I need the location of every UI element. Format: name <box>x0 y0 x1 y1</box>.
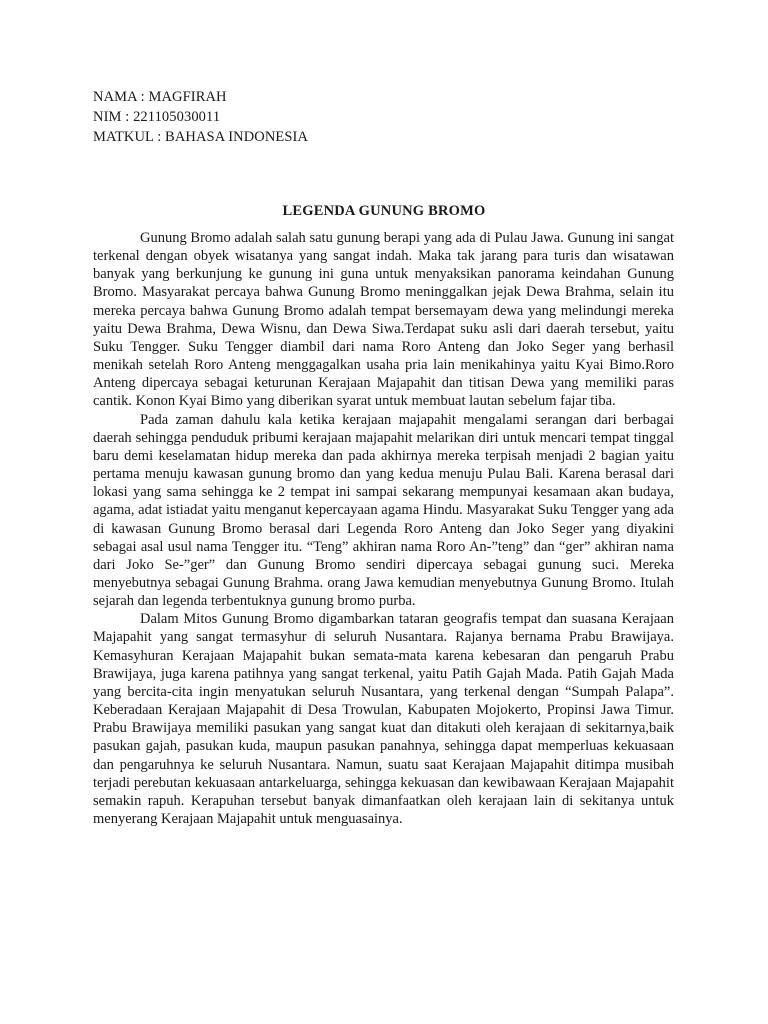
document-title: LEGENDA GUNUNG BROMO <box>282 203 486 219</box>
document-body <box>93 229 674 828</box>
document-title-container <box>0 201 768 221</box>
paragraph-2: Pada zaman dahulu kala ketika kerajaan majapahit mengalami serangan dari berbagai daerah sehingga penduduk pribumi kerajaan majapahit melarikan diri untuk mencari tempat tinggal baru demi keselamatan hidup mereka dan pada akhirnya mereka terpisah menjadi 2 bagian yaitu pertama menuju kawasan gunung bromo dan yang kedua menuju Pulau Bali. Karena berasal dari lokasi yang sama sehingga ke 2 tempat ini sampai sekarang mempunyai kesamaan akan budaya, agama, adat istiadat yaitu menganut kepercayaan agama Hindu. Masyarakat Suku Tengger yang ada di kawasan Gunung Bromo berasal dari Legenda Roro Anteng dan Joko Seger yang diyakini sebagai asal usul nama Tengger itu. “Teng” akhiran nama Roro An-”teng” dan “ger” akhiran nama dari Joko Se-”ger” dan Gunung Bromo sendiri dipercaya sebagai gunung suci. Mereka menyebutnya sebagai Gunung Brahma. orang Jawa kemudian menyebutnya Gunung Bromo. Itulah sejarah dan legenda terbentuknya gunung bromo purba. <box>93 411 674 610</box>
student-info <box>93 87 308 147</box>
paragraph-3: Dalam Mitos Gunung Bromo digambarkan tataran geografis tempat dan suasana Kerajaan Majapahit yang sangat termasyhur di seluruh Nusantara. Rajanya bernama Prabu Brawijaya. Kemasyhuran Kerajaan Majapahit bukan semata-mata karena kebesaran dan pengaruh Prabu Brawijaya, juga karena patihnya yang sangat terkenal, yaitu Patih Gajah Mada. Patih Gajah Mada yang bercita-cita ingin menyatukan seluruh Nusantara, yang terkenal dengan “Sumpah Palapa”. Keberadaan Kerajaan Majapahit di Desa Trowulan, Kabupaten Mojokerto, Propinsi Jawa Timur. Prabu Brawijaya memiliki pasukan yang sangat kuat dan ditakuti oleh kerajaan di sekitarnya,baik pasukan gajah, pasukan kuda, maupun pasukan panahnya, sehingga dapat memperluas kekuasaan dan pengaruhnya ke seluruh Nusantara. Namun, suatu saat Kerajaan Majapahit ditimpa musibah terjadi perebutan kekuasaan antarkeluarga, sehingga kekuasan dan kewibawaan Kerajaan Majapahit semakin rapuh. Kerapuhan tersebut banyak dimanfaatkan oleh kerajaan lain di sekitanya untuk menyerang Kerajaan Majapahit untuk menguasainya. <box>93 611 674 827</box>
student-nim-line: NIM : 221105030011 <box>93 109 221 125</box>
course-line: MATKUL : BAHASA INDONESIA <box>93 129 309 145</box>
paragraph-1: Gunung Bromo adalah salah satu gunung berapi yang ada di Pulau Jawa. Gunung ini sangat terkenal dengan obyek wisatanya yang sangat indah. Maka tak jarang para turis dan wisatawan banyak yang berkunjung ke gunung ini guna untuk menyaksikan panorama keindahan Gunung Bromo. Masyarakat percaya bahwa Gunung Bromo meninggalkan jejak Dewa Brahma, selain itu mereka percaya bahwa Gunung Bromo adalah tempat bersemayam dewa yang melindungi mereka yaitu Dewa Brahma, Dewa Wisnu, dan Dewa Siwa.Terdapat suku asli dari daerah tersebut, yaitu Suku Tengger. Suku Tengger diambil dari nama Roro Anteng dan Joko Seger yang berhasil menikah setelah Roro Anteng menggagalkan usaha pria lain menikahinya yaitu Kyai Bimo.Roro Anteng dipercaya sebagai keturunan Kerajaan Majapahit dan titisan Dewa yang memiliki paras cantik. Konon Kyai Bimo yang diberikan syarat untuk membuat lautan sebelum fajar tiba. <box>93 230 674 410</box>
student-name-line: NAMA : MAGFIRAH <box>93 89 227 105</box>
